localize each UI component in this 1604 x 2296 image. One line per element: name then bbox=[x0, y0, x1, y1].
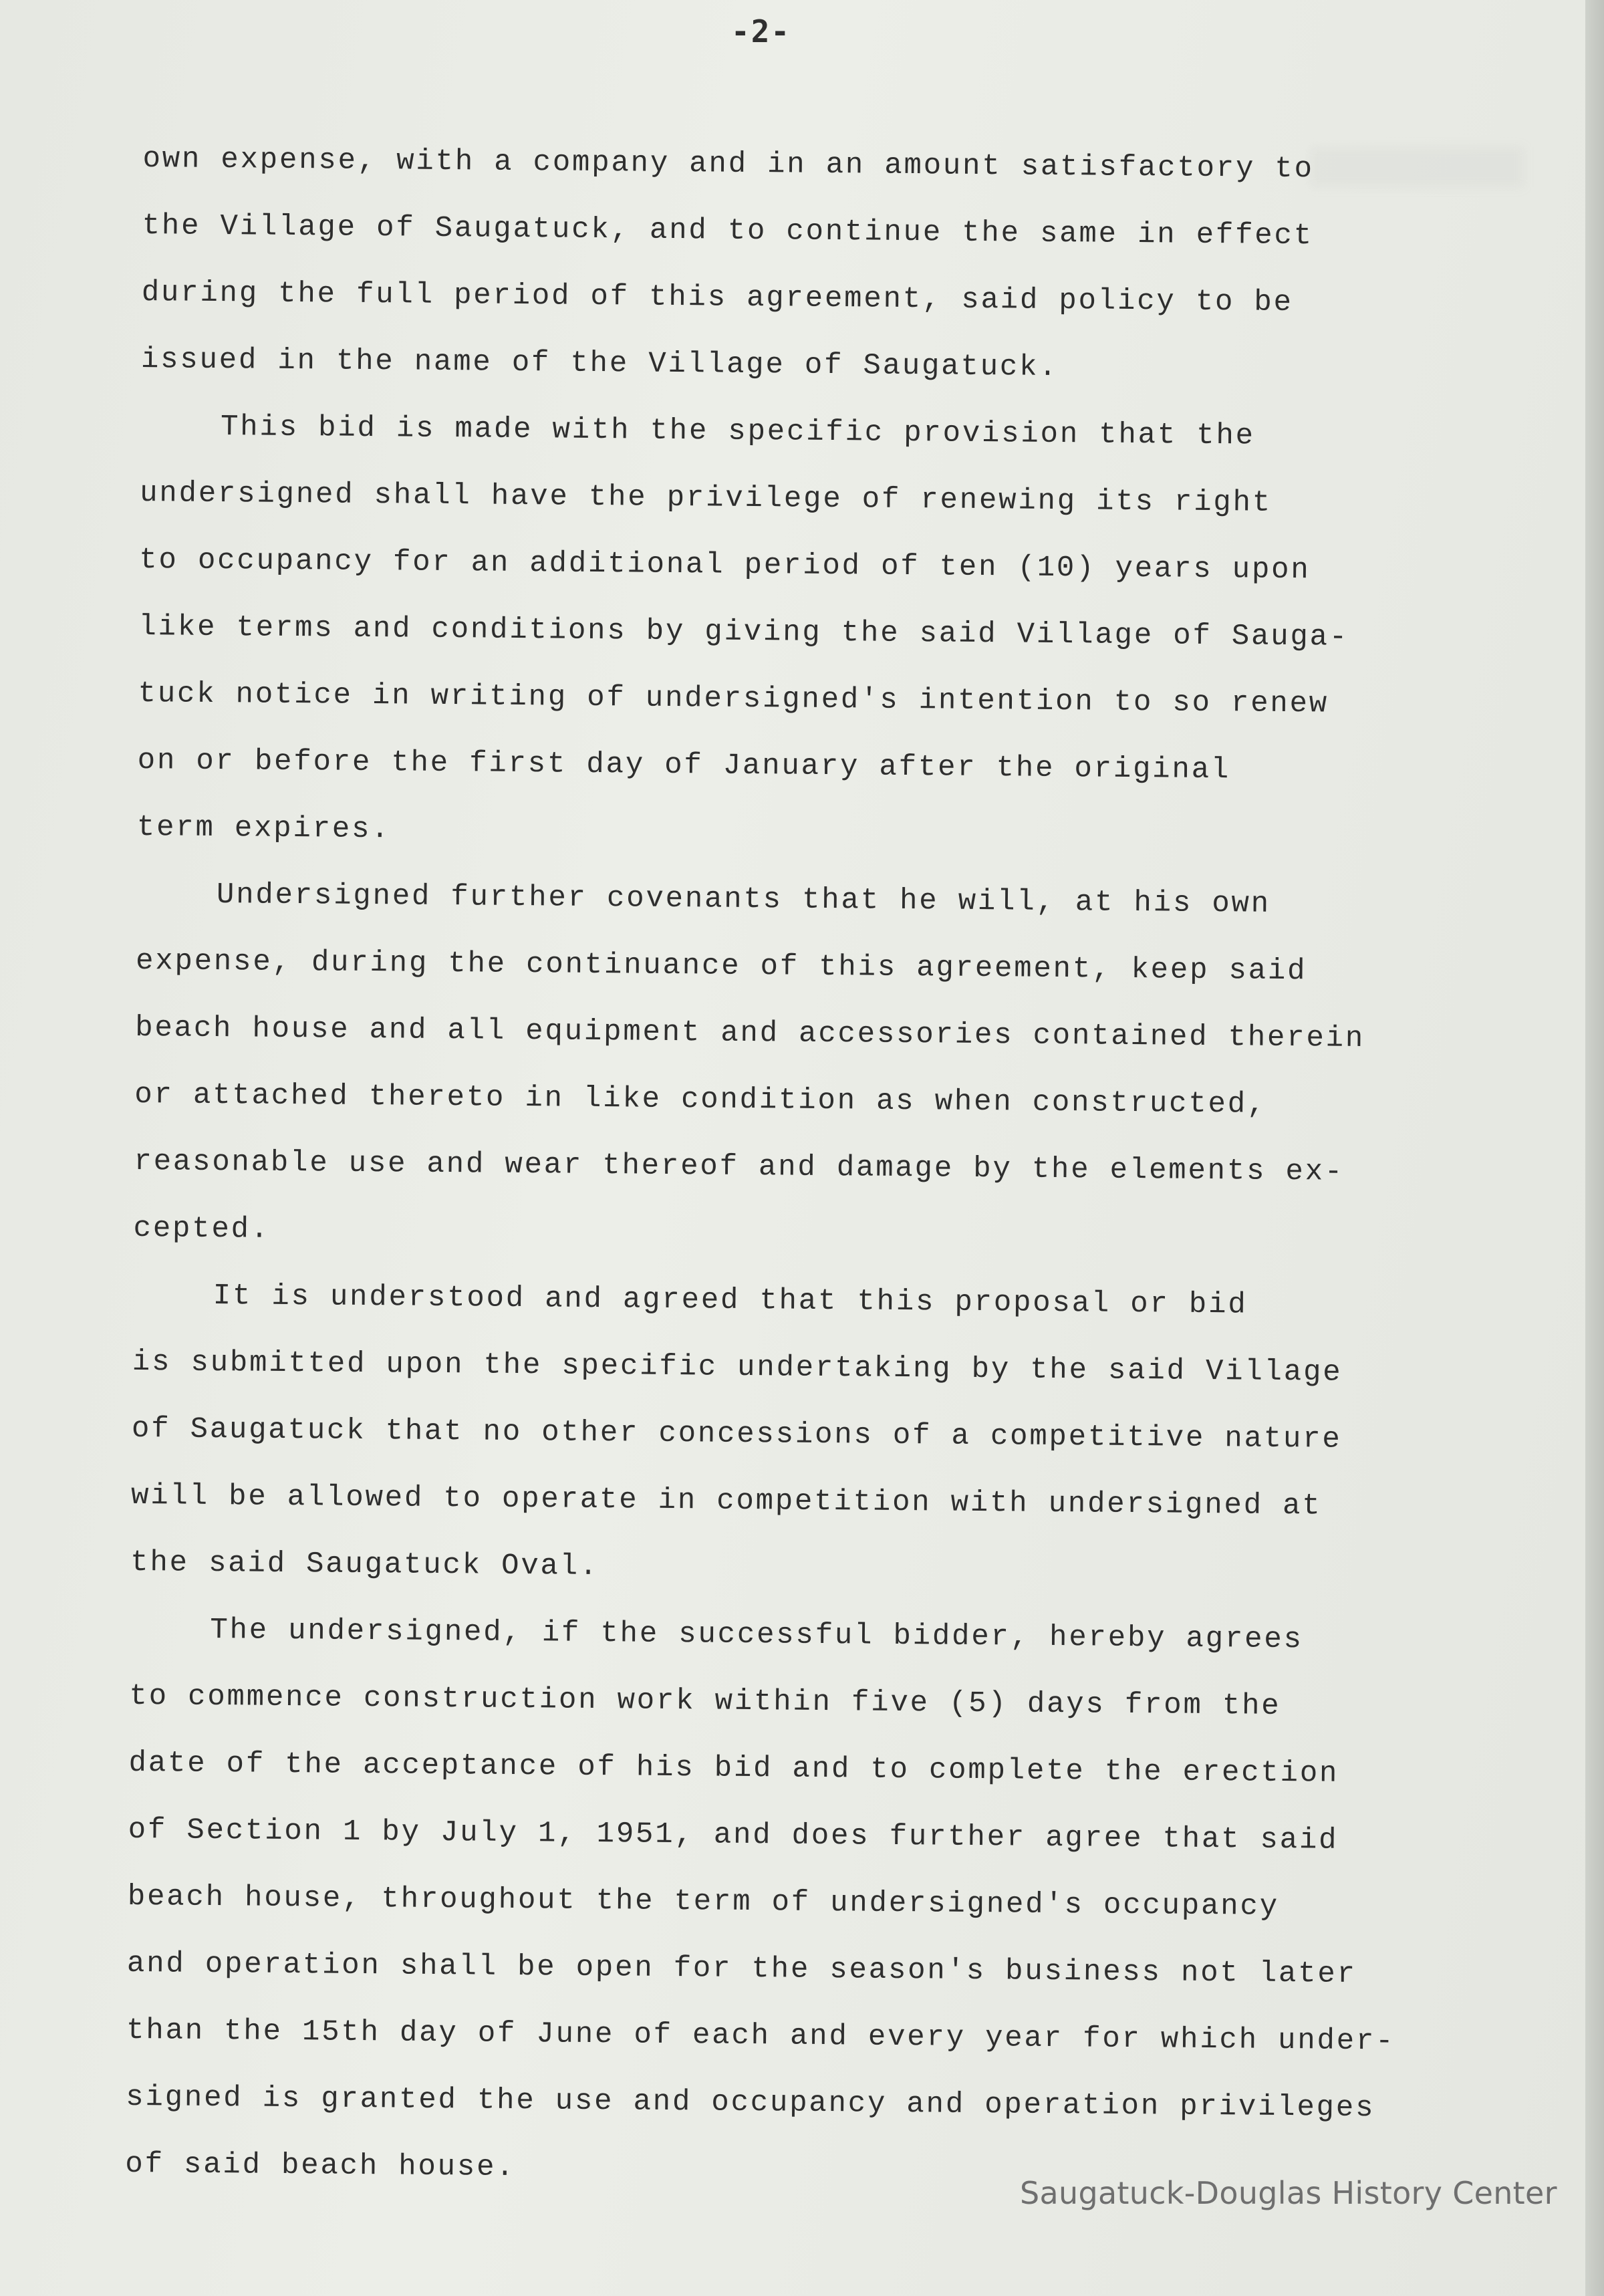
typed-body-text bbox=[125, 126, 1453, 2209]
text-line: Undersigned further covenants that he will, at his own bbox=[216, 878, 1271, 921]
text-line: of Section 1 by July 1, 1951, and does further agree that said bbox=[128, 1813, 1339, 1858]
text-line: cepted. bbox=[133, 1211, 271, 1247]
paper-edge bbox=[1585, 0, 1604, 2296]
text-line: during the full period of this agreement, said policy to be bbox=[141, 275, 1294, 320]
text-line: to commence construction work within five (5) days from the bbox=[129, 1679, 1281, 1723]
text-line: the Village of Saugatuck, and to continue the same in effect bbox=[142, 209, 1314, 253]
text-line: of Saugatuck that no other concessions of a competitive nature bbox=[131, 1412, 1342, 1456]
text-line: beach house, throughout the term of undersigned's occupancy bbox=[127, 1880, 1280, 1924]
text-line: or attached thereto in like condition as when constructed, bbox=[134, 1077, 1267, 1122]
text-line: will be allowed to operate in competition with undersigned at bbox=[130, 1479, 1322, 1523]
text-line: beach house and all equipment and accessories contained therein bbox=[135, 1011, 1365, 1056]
text-line: The undersigned, if the successful bidder, hereby agrees bbox=[210, 1613, 1303, 1657]
text-line: This bid is made with the specific provision that the bbox=[220, 410, 1256, 453]
text-line: of said beach house. bbox=[125, 2147, 516, 2184]
text-line: expense, during the continuance of this agreement, keep said bbox=[135, 944, 1307, 989]
text-line: tuck notice in writing of undersigned's intention to so renew bbox=[138, 676, 1329, 721]
text-line: signed is granted the use and occupancy and operation privileges bbox=[126, 2080, 1375, 2126]
page-number: -2- bbox=[731, 13, 791, 49]
text-line: term expires. bbox=[136, 810, 391, 847]
watermark: Saugatuck-Douglas History Center bbox=[1020, 2175, 1557, 2211]
text-line: is submitted upon the specific undertaking by the said Village bbox=[132, 1345, 1343, 1390]
text-line: own expense, with a company and in an amount satisfactory to bbox=[142, 142, 1314, 186]
text-line: on or before the first day of January after the original bbox=[137, 743, 1231, 787]
text-line: issued in the name of the Village of Saugatuck. bbox=[140, 342, 1059, 384]
text-line: and operation shall be open for the season's business not later bbox=[126, 1946, 1357, 1991]
text-line: undersigned shall have the privilege of renewing its right bbox=[139, 476, 1273, 520]
text-line: to occupancy for an additional period of ten (10) years upon bbox=[139, 543, 1311, 588]
text-line: date of the acceptance of his bid and to complete the erection bbox=[128, 1746, 1339, 1791]
text-line: than the 15th day of June of each and every year for which under- bbox=[126, 2013, 1395, 2059]
text-line: It is understood and agreed that this proposal or bid bbox=[213, 1279, 1248, 1322]
text-line: reasonable use and wear thereof and damage by the elements ex- bbox=[134, 1144, 1345, 1189]
text-line: the said Saugatuck Oval. bbox=[130, 1545, 599, 1584]
text-line: like terms and conditions by giving the said Village of Sauga- bbox=[138, 610, 1349, 654]
